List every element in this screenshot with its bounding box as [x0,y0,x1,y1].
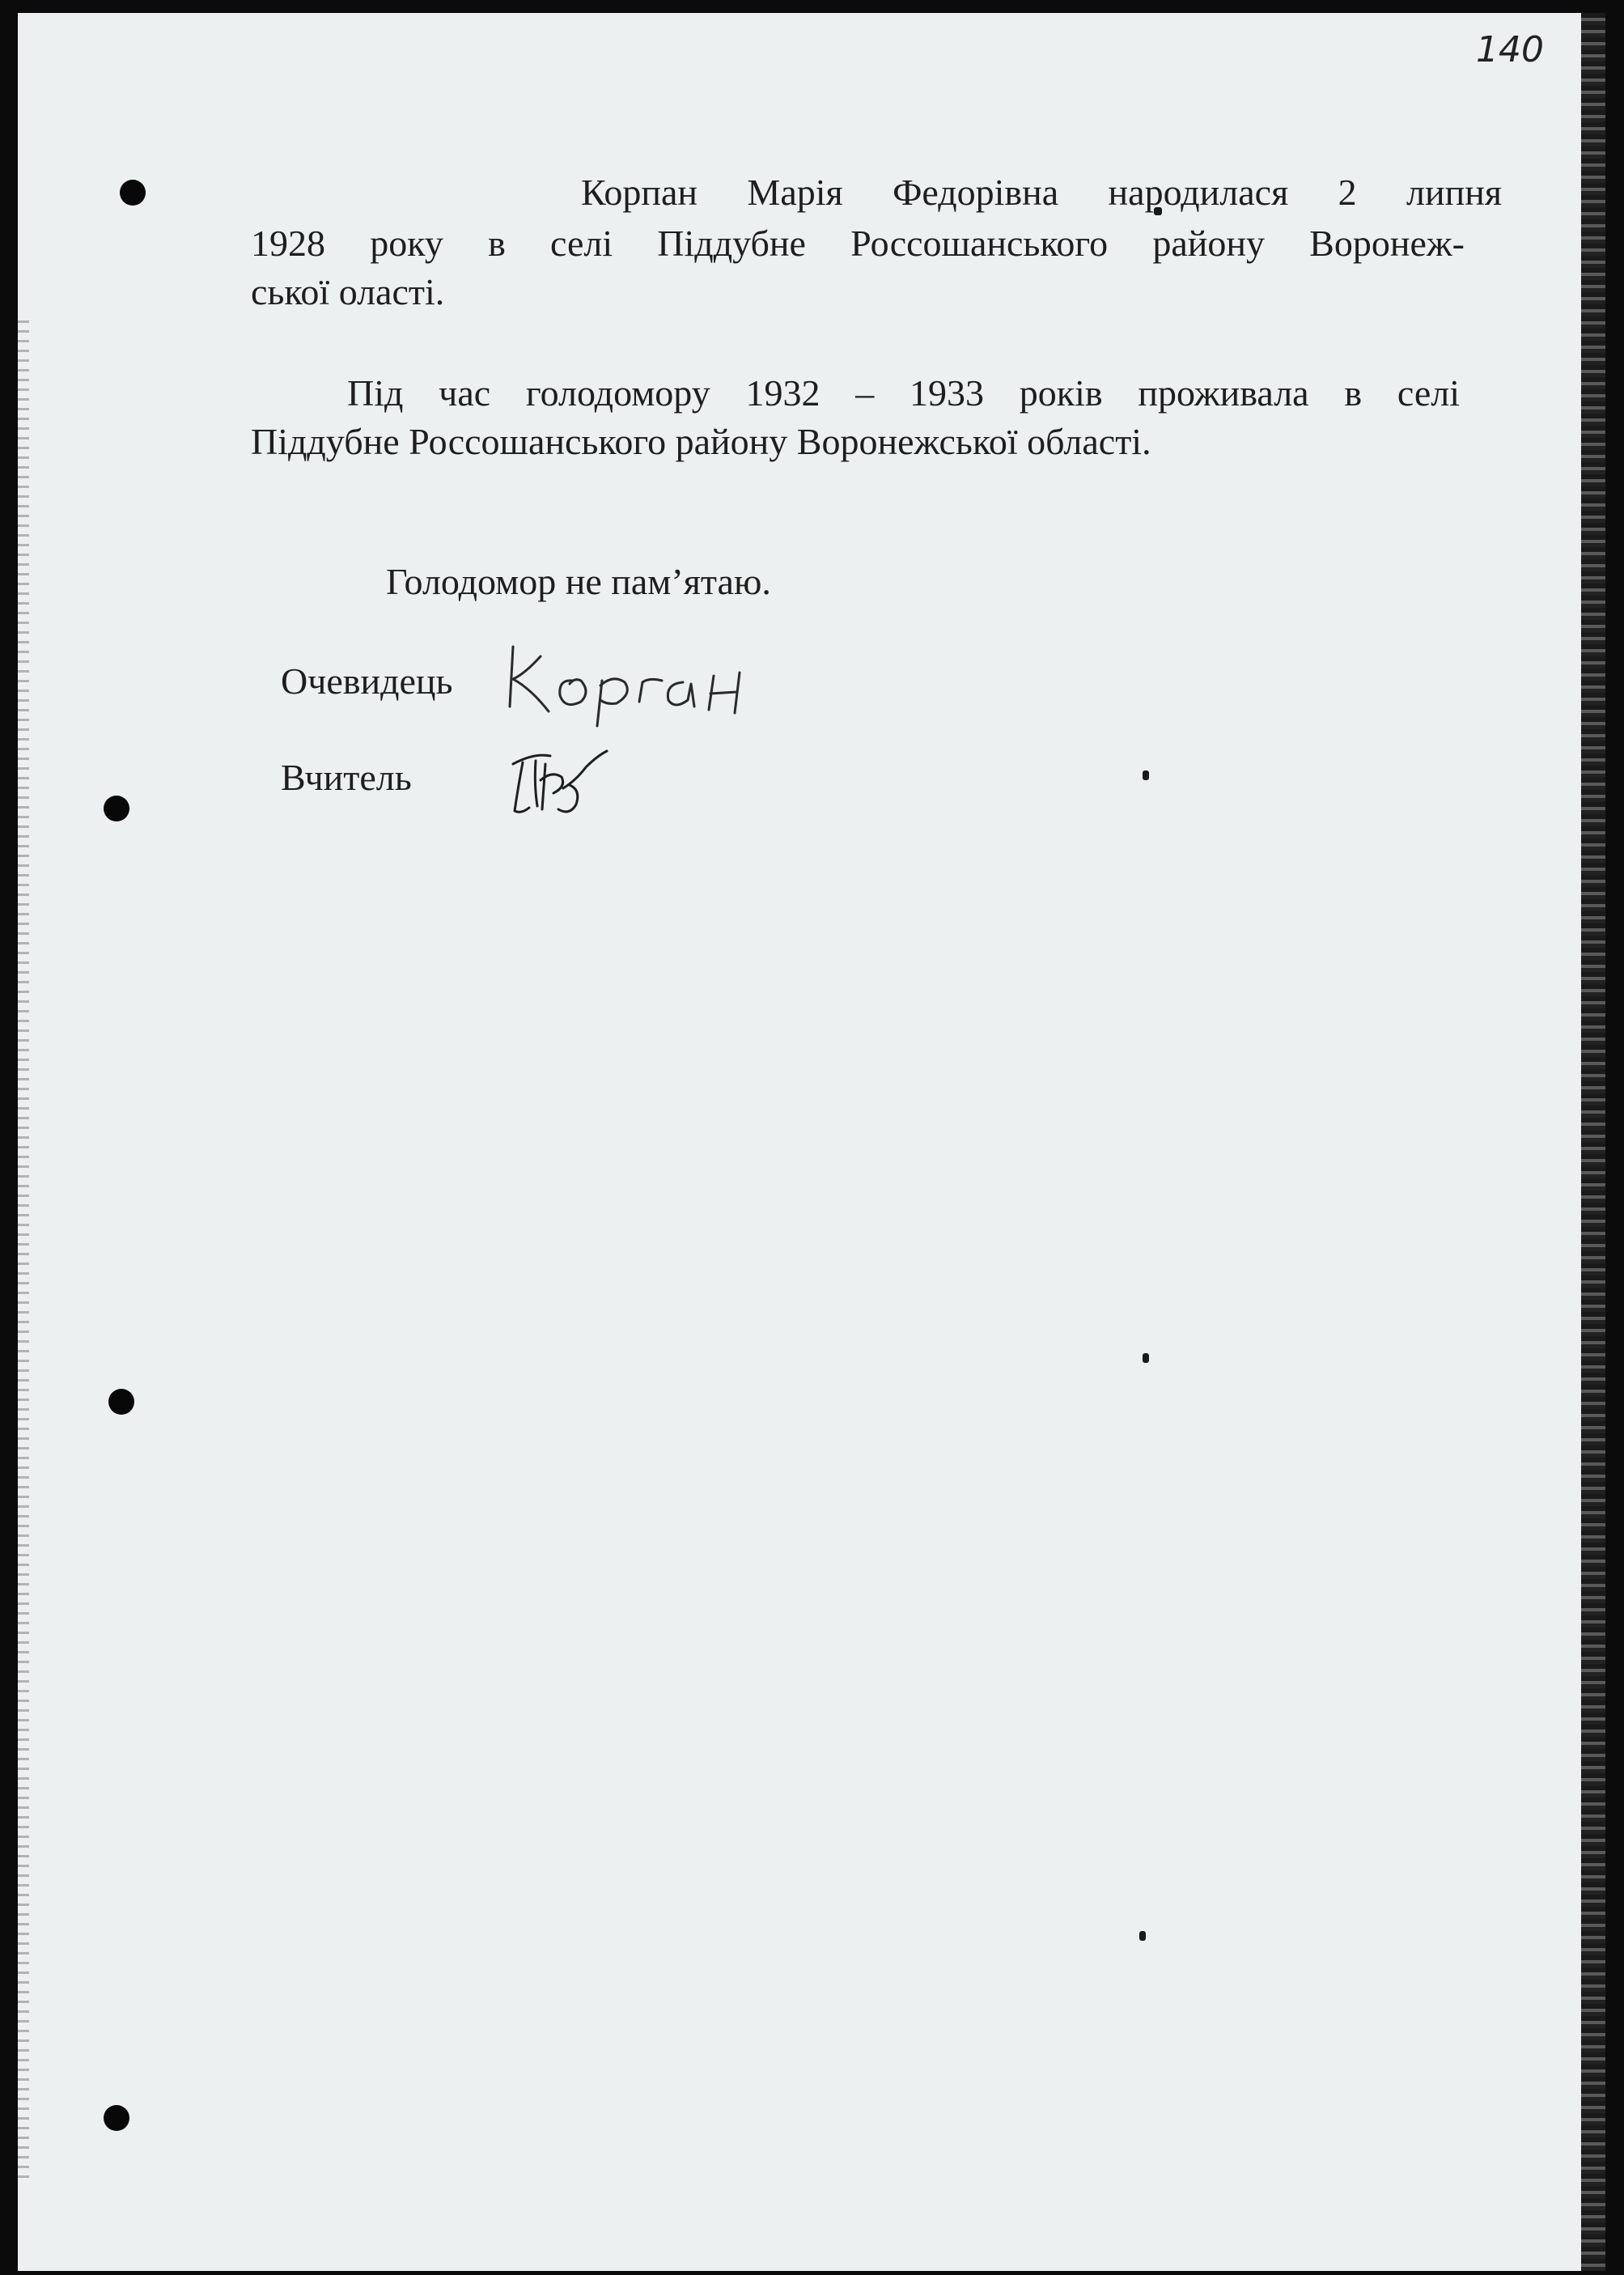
witness-label: Очевидець [281,660,453,702]
document-page [18,13,1605,2271]
paragraph-3: Голодомор не пам’ятаю. [386,561,771,602]
paragraph-1-line-3: ської оласті. [251,271,445,312]
page-number: 140 [1476,29,1544,70]
scan-edge-left [18,320,29,2182]
punch-hole [104,796,129,821]
teacher-label: Вчитель [281,757,412,798]
paragraph-1-line-1: Корпан Марія Федорівна народилася 2 липня [581,172,1502,213]
punch-hole [120,180,146,206]
scan-speck [1143,770,1149,780]
punch-hole [104,2105,129,2131]
scan-speck [1143,1353,1149,1363]
scan-speck [1139,1931,1146,1941]
witness-signature [495,632,770,729]
scan-edge-right [1581,13,1605,2271]
punch-hole [108,1389,134,1415]
paragraph-2-line-1: Під час голодомору 1932 – 1933 років проживала в селі [347,372,1460,414]
paragraph-1-line-2: 1928 року в селі Піддубне Россошанського району Воронеж- [251,223,1465,264]
paragraph-2-line-2: Піддубне Россошанського району Воронежської області. [251,421,1151,462]
teacher-signature [502,732,623,821]
